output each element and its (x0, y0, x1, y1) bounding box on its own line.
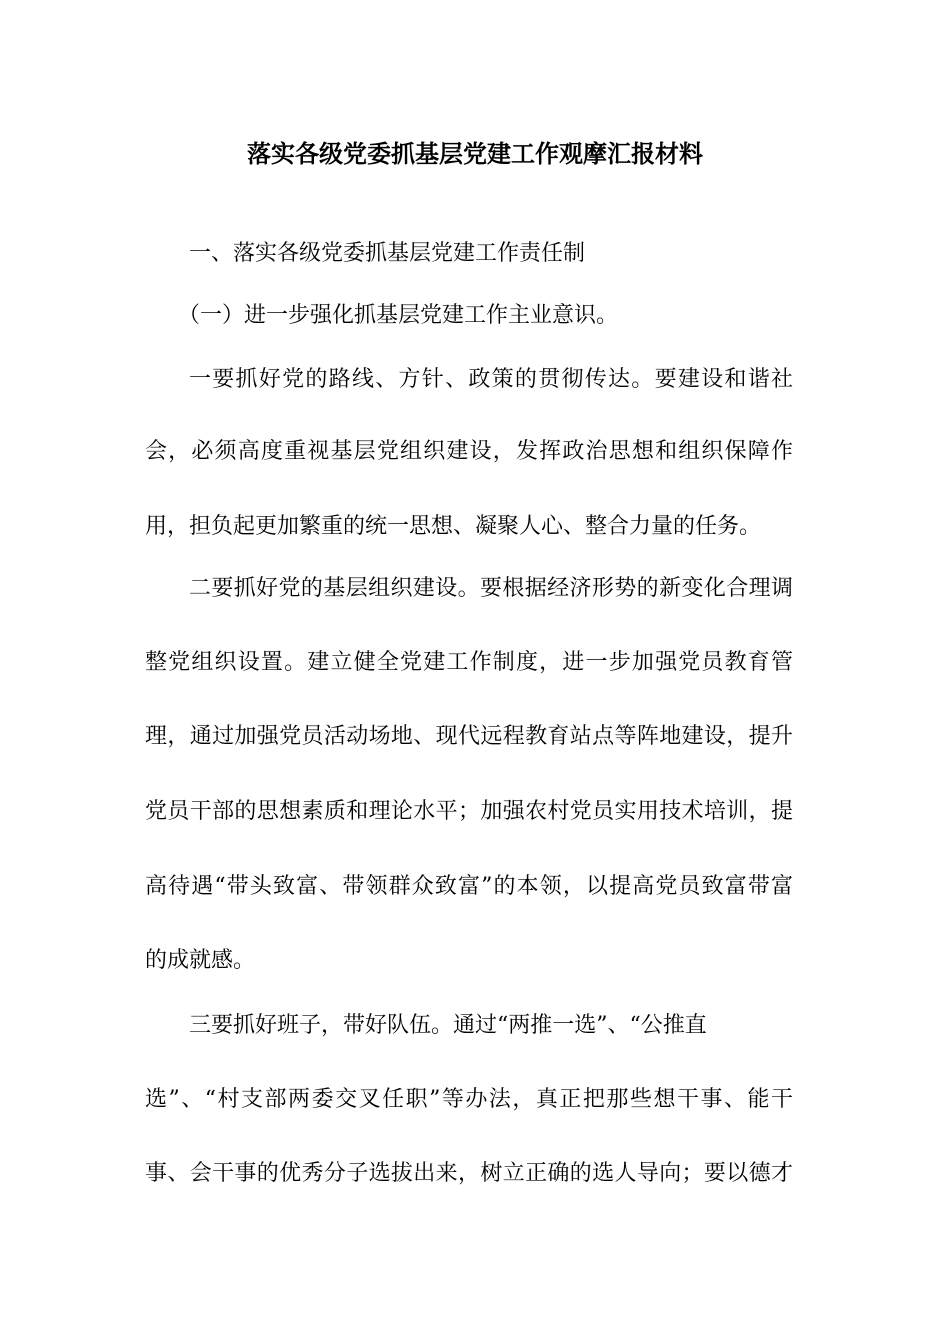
document-title: 落实各级党委抓基层党建工作观摩汇报材料 (247, 139, 703, 168)
paragraph-line: 事、会干事的优秀分子选拔出来，树立正确的选人导向；要以德才 (145, 1161, 793, 1186)
paragraph-line: 三要抓好班子，带好队伍。通过“两推一选”、“公推直 (189, 1013, 707, 1038)
subsection-heading: （一）进一步强化抓基层党建工作主业意识。 (178, 303, 619, 328)
paragraph-line: 二要抓好党的基层组织建设。要根据经济形势的新变化合理调 (189, 576, 793, 601)
paragraph-line: 高待遇“带头致富、带领群众致富”的本领，以提高党员致富带富 (145, 874, 793, 899)
paragraph-line: 整党组织设置。建立健全党建工作制度，进一步加强党员教育管 (145, 650, 793, 675)
paragraph-line: 用，担负起更加繁重的统一思想、凝聚人心、整合力量的任务。 (145, 514, 762, 539)
paragraph-line: 选”、“村支部两委交叉任职”等办法，真正把那些想干事、能干 (145, 1087, 793, 1112)
paragraph-line: 理，通过加强党员活动场地、现代远程教育站点等阵地建设，提升 (145, 724, 793, 749)
paragraph-line: 一要抓好党的路线、方针、政策的贯彻传达。要建设和谐社 (189, 367, 793, 392)
paragraph-line: 会，必须高度重视基层党组织建设，发挥政治思想和组织保障作 (145, 439, 793, 464)
paragraph-line: 党员干部的思想素质和理论水平；加强农村党员实用技术培训，提 (145, 799, 793, 824)
paragraph-line: 的成就感。 (145, 948, 256, 973)
section-heading: 一、落实各级党委抓基层党建工作责任制 (189, 241, 586, 266)
